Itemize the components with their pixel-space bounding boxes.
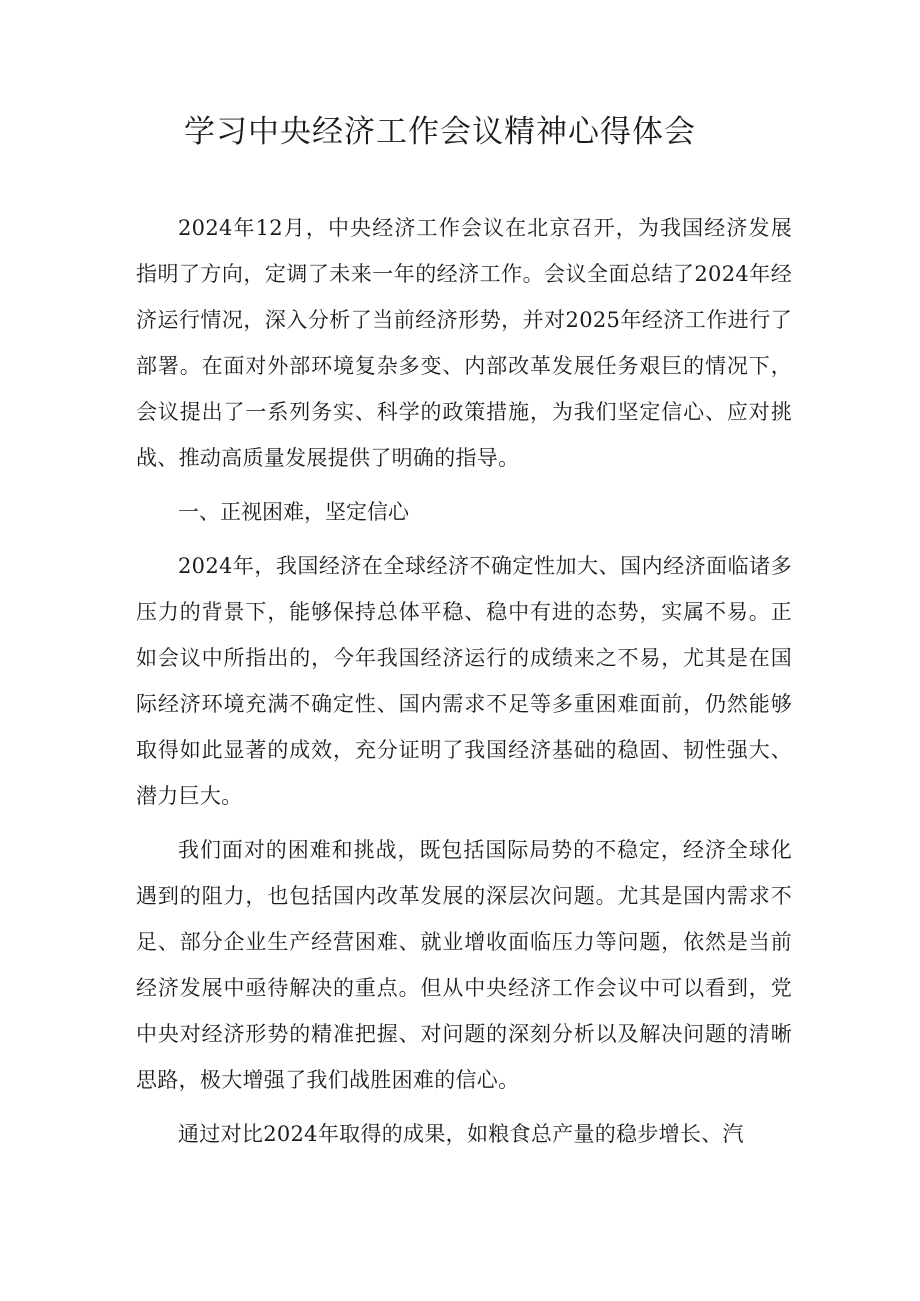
paragraph-1: 2024年，我国经济在全球经济不确定性加大、国内经济面临诸多压力的背景下，能够保持总体平稳、稳中有进的态势，实属不易。正如会议中所指出的，今年我国经济运行的成绩来之不易，尤其是在国际经济环境充满不确定性、国内需求不足等多重困难面前，仍然能够取得如此显著的成效，充分证明了我国经济基础的稳固、韧性强大、潜力巨大。 <box>136 554 792 808</box>
paragraph-3: 通过对比2024年取得的成果，如粮食总产量的稳步增长、汽 <box>178 1122 744 1146</box>
document-body <box>136 205 792 1165</box>
paragraph-2: 我们面对的困难和挑战，既包括国际局势的不稳定，经济全球化遇到的阻力，也包括国内改革发展的深层次问题。尤其是国内需求不足、部分企业生产经营困难、就业增收面临压力等问题，依然是当前经济发展中亟待解决的重点。但从中央经济工作会议中可以看到，党中央对经济形势的精准把握、对问题的深刻分析以及解决问题的清晰思路，极大增强了我们战胜困难的信心。 <box>136 838 792 1092</box>
document-title: 学习中央经济工作会议精神心得体会 <box>184 114 696 150</box>
paragraph-intro: 2024年12月，中央经济工作会议在北京召开，为我国经济发展指明了方向，定调了未来一年的经济工作。会议全面总结了2024年经济运行情况，深入分析了当前经济形势，并对2025年经济工作进行了部署。在面对外部环境复杂多变、内部改革发展任务艰巨的情况下，会议提出了一系列务实、科学的政策措施，为我们坚定信心、应对挑战、推动高质量发展提供了明确的指导。 <box>136 216 792 470</box>
section-heading: 一、正视困难，坚定信心 <box>178 500 409 524</box>
